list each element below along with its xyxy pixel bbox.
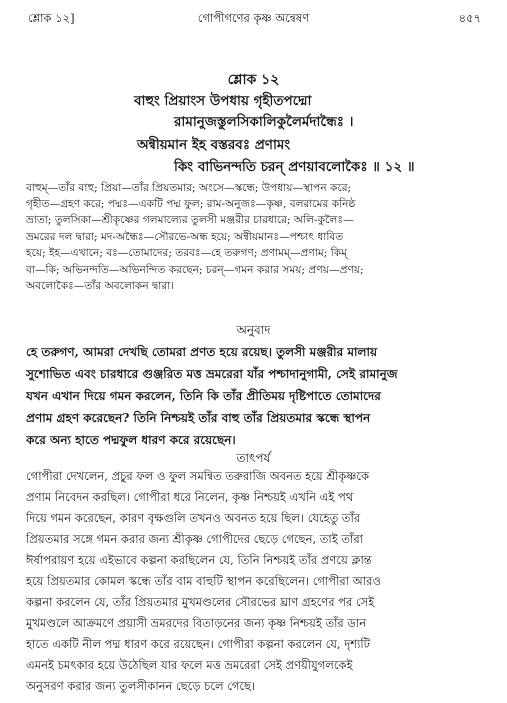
word-meaning-line: গৃহীত—গ্রহণ করে; পদ্মঃ—একটি পদ্ম ফুল; রাম-অনুজঃ—কৃষ্ণ, বলরামের কনিষ্ঠ xyxy=(26,198,356,210)
translation-line: যখন এখান দিয়ে গমন করলেন, তিনি কি তাঁর প্রীতিময় দৃষ্টিপাতে তোমাদের xyxy=(26,389,381,403)
translation-line: হে তরুগণ, আমরা দেখছি তোমরা প্রণত হয়ে রয়েছ। তুলসী মঞ্জরীর মালায় xyxy=(26,345,378,359)
verse-line: রামানুজস্তুলসিকালিকুলৈর্মদান্ধৈঃ । xyxy=(174,114,354,130)
word-meaning-line: ভ্রাতা; তুলসিকা—শ্রীকৃষ্ণের গলমাল্যের তুলসী মঞ্জরীর চারধারে; অলি-কুলৈঃ— xyxy=(26,214,354,226)
running-header-verse: শ্লোক ১২] xyxy=(28,11,75,25)
running-header-chapter-title: গোপীগণের কৃষ্ণ অন্বেষণ xyxy=(197,11,310,25)
purport-heading: তাৎপর্য xyxy=(236,451,271,465)
purport-line: প্রিয়তমার সঙ্গে গমন করার জন্য শ্রীকৃষ্ণ গোপীদের ছেড়ে গেছেন, তাই তাঁরা xyxy=(26,532,363,546)
purport-line: প্রণাম নিবেদন করছিল। গোপীরা ধরে নিলেন, কৃষ্ণ নিশ্চয়ই এখনি এই পথ xyxy=(26,490,354,504)
purport-line: হাতে একটি নীল পদ্ম ধারণ করে রয়েছেন। গোপীরা কল্পনা করলেন যে, দৃশ্যটি xyxy=(26,637,370,651)
purport-line: গোপীরা দেখলেন, প্রচুর ফল ও ফুল সমন্বিত তরুরাজি অবনত হয়ে শ্রীকৃষ্ণকে xyxy=(26,469,369,483)
verse-line: অন্বীয়মান ইহ বস্তরবঃ প্রণামং xyxy=(137,137,291,153)
word-meaning-line: অবলোকৈঃ—তাঁর অবলোকন দ্বারা। xyxy=(26,280,175,292)
word-meaning-line: ভ্রমরের দল দ্বারা; মদ-অন্ধৈঃ—সৌরভে-অন্ধ হয়ে; অন্বীয়মানঃ—পশ্চাৎ ধাবিত xyxy=(26,231,344,243)
verse-line: কিং বাভিনন্দতি চরন্ প্রণয়াবলোকৈঃ ॥ ১২ ॥ xyxy=(174,159,415,175)
translation-heading: অনুবাদ xyxy=(236,323,271,337)
translation-line: প্রণাম গ্রহণ করেছেন? তিনি নিশ্চয়ই তাঁর বাহু তাঁর প্রিয়তমার স্কন্ধে স্থাপন xyxy=(26,411,371,425)
word-meaning-line: হয়ে; ইহ—এখানে; বঃ—তোমাদের; তরবঃ—হে তরুগণ; প্রণামম্—প্রণাম; কিম্ xyxy=(26,247,348,259)
translation-line: করে অন্য হাতে পদ্মফুল ধারণ করে রয়েছেন। xyxy=(26,433,236,447)
purport-line: কল্পনা করলেন যে, তাঁর প্রিয়তমার মুখমণ্ডলের সৌরভের ঘ্রাণ গ্রহণের পর সেই xyxy=(26,595,375,609)
purport-line: হয়ে প্রিয়তমার কোমল স্কন্ধে তাঁর বাম বাহুটি স্থাপন করেছিলেন। গোপীরা আরও xyxy=(26,574,381,588)
word-meaning-line: বা—কি; অভিনন্দতি—অভিনন্দিত করছেন; চরন্—গমন করার সময়; প্রণয়—প্রণয়; xyxy=(26,264,364,276)
purport-line: দিয়ে গমন করেছেন, কারণ বৃক্ষগুলি তখনও অবনত হয়ে ছিল। যেহেতু তাঁর xyxy=(26,511,361,525)
verse-title: শ্লোক ১২ xyxy=(227,72,280,88)
page-number: ৪৫৭ xyxy=(458,11,481,25)
verse-line: বাহুং প্রিয়াংস উপধায় গৃহীতপদ্মো xyxy=(134,93,312,109)
purport-line: মুখমণ্ডলে আক্রমণে প্রয়াসী ভ্রমরদের বিতাড়নের জন্য কৃষ্ণ নিশ্চয়ই তাঁর ডান xyxy=(26,616,367,630)
translation-line: সুশোভিত এবং চারধারে গুঞ্জরিত মত্ত ভ্রমরেরা যাঁর পশ্চাদানুগামী, সেই রামানুজ xyxy=(26,367,398,381)
purport-line: এমনই চমৎকার হয়ে উঠেছিল যার ফলে মত্ত ভ্রমরেরা সেই প্রণয়ীযুগলকেই xyxy=(26,658,353,672)
purport-line: অনুসরণ করার জন্য তুলসীকানন ছেড়ে চলে গেছে। xyxy=(26,679,256,693)
word-meaning-line: বাহুম্—তাঁর বাহু; প্রিয়া—তাঁর প্রিয়তমার; অংসে—স্কন্ধে; উপধায়—স্থাপন করে; xyxy=(26,182,352,194)
purport-line: ঈর্ষাপরায়ণ হয়ে এইভাবে কল্পনা করছিলেন যে, তিনি নিশ্চয়ই তাঁর প্রণয়ে ক্লান্ত xyxy=(26,553,372,567)
